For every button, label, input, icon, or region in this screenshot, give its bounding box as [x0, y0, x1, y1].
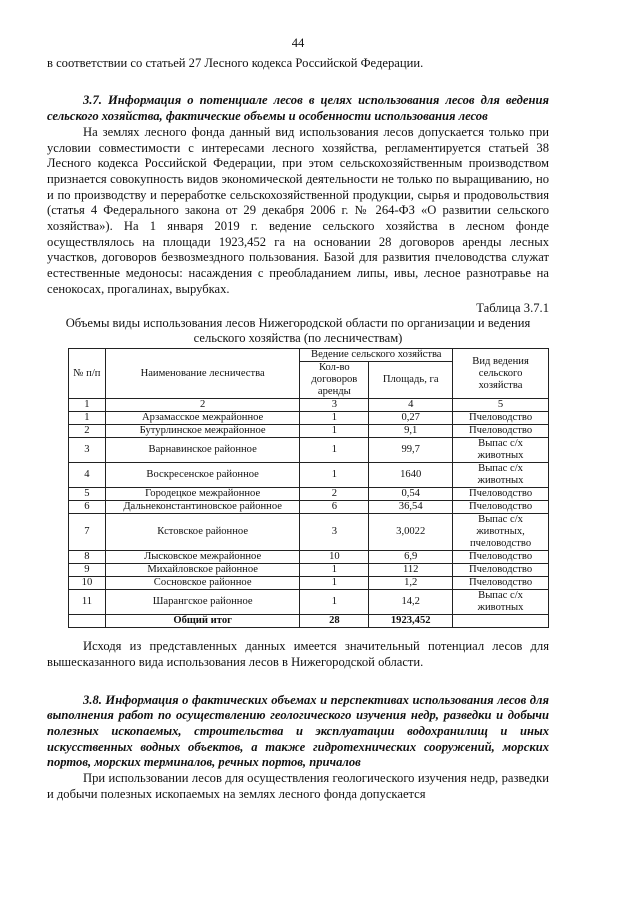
row-area: 14,2 — [369, 590, 453, 615]
row-name: Воскресенское районное — [105, 463, 300, 488]
row-num: 2 — [69, 425, 106, 438]
row-num: 6 — [69, 501, 106, 514]
table-label: Таблица 3.7.1 — [476, 300, 549, 315]
row-area: 3,0022 — [369, 514, 453, 551]
row-count: 1 — [300, 590, 369, 615]
row-name: Арзамасское межрайонное — [105, 412, 300, 425]
row-area: 1640 — [369, 463, 453, 488]
row-type: Выпас с/х животных — [453, 463, 549, 488]
header-group: Ведение сельского хозяйства — [300, 349, 453, 362]
row-num: 1 — [69, 412, 106, 425]
row-type: Пчеловодство — [453, 425, 549, 438]
table-caption: Объемы виды использования лесов Нижегородской области по организации и ведения сельского хозяйства (по лесничествам) — [65, 316, 531, 346]
total-count: 28 — [300, 615, 369, 628]
header-num: № п/п — [69, 349, 106, 399]
row-count: 1 — [300, 463, 369, 488]
row-area: 1,2 — [369, 577, 453, 590]
header-area: Площадь, га — [369, 362, 453, 399]
row-type: Пчеловодство — [453, 501, 549, 514]
section-3-7-heading: 3.7. Информация о потенциале лесов в целях использования лесов для ведения сельского хозяйства, фактические объемы и особенности использования лесов — [47, 93, 549, 124]
section-3-8-heading: 3.8. Информация о фактических объемах и перспективах использования лесов для выполнения работ по осуществлению геологического изучения недр, разведки и добычи полезных ископаемых, строительства и эксплуатации водохранилищ и иных искусственных водных объектов, а также гидротехнических сооружений, морских портов, морских терминалов, речных портов, причалов — [47, 692, 549, 770]
row-area: 6,9 — [369, 551, 453, 564]
row-name: Варнавинское районное — [105, 438, 300, 463]
row-area: 9,1 — [369, 425, 453, 438]
col-number: 2 — [105, 399, 300, 412]
table-row — [69, 590, 549, 615]
section-3-7-paragraph: На землях лесного фонда данный вид использования лесов допускается только при условии совместимости с интересами лесного хозяйства, регламентируется статьей 38 Лесного кодекса Российской Федерации, при этом сельскохозяйственным производством признается совокупность видов экономической деятельности не только по выращиванию, но и по производству и переработке сельскохозяйственной продукции, сырья и продовольствия (статья 4 Федерального закона от 29 декабря 2006 г. № 264-ФЗ «О развитии сельского хозяйства»). На 1 января 2019 г. ведение сельского хозяйства в лесном фонде осуществлялось на площади 1923,452 га на основании 28 договоров аренды лесных участков, договоров безвозмездного пользования. Базой для развития пчеловодства служат естественные медоносы: насаждения с преобладанием липы, ивы, лесное разнотравье на сенокосах, прогалинах, вырубках. — [47, 124, 549, 296]
row-num: 10 — [69, 577, 106, 590]
row-count: 2 — [300, 488, 369, 501]
col-number: 4 — [369, 399, 453, 412]
after-table-paragraph: Исходя из представленных данных имеется значительный потенциал лесов для вышесказанного вида использования лесов в Нижегородской области. — [47, 639, 549, 669]
table-row — [69, 564, 549, 577]
row-count: 1 — [300, 438, 369, 463]
total-row — [69, 615, 549, 628]
table-row — [69, 425, 549, 438]
row-area: 0,27 — [369, 412, 453, 425]
row-type: Выпас с/х животных — [453, 438, 549, 463]
row-count: 1 — [300, 425, 369, 438]
total-num — [69, 615, 106, 628]
row-area: 0,54 — [369, 488, 453, 501]
intro-line: в соответствии со статьей 27 Лесного кодекса Российской Федерации. — [47, 55, 424, 70]
row-num: 7 — [69, 514, 106, 551]
header-count: Кол-во договоров аренды — [300, 362, 369, 399]
row-count: 3 — [300, 514, 369, 551]
table-row — [69, 488, 549, 501]
row-area: 112 — [369, 564, 453, 577]
row-num: 8 — [69, 551, 106, 564]
row-count: 10 — [300, 551, 369, 564]
total-type — [453, 615, 549, 628]
row-name: Дальнеконстантиновское районное — [105, 501, 300, 514]
row-count: 6 — [300, 501, 369, 514]
total-area: 1923,452 — [369, 615, 453, 628]
total-label: Общий итог — [105, 615, 300, 628]
table-row — [69, 501, 549, 514]
row-type: Выпас с/х животных, пчеловодство — [453, 514, 549, 551]
table-row — [69, 463, 549, 488]
row-name: Бутурлинское межрайонное — [105, 425, 300, 438]
col-number: 5 — [453, 399, 549, 412]
col-number: 1 — [69, 399, 106, 412]
row-num: 4 — [69, 463, 106, 488]
row-type: Пчеловодство — [453, 488, 549, 501]
row-name: Лысковское межрайонное — [105, 551, 300, 564]
forestry-table — [68, 348, 549, 628]
page-number: 44 — [291, 36, 305, 50]
row-area: 36,54 — [369, 501, 453, 514]
header-name: Наименование лесничества — [105, 349, 300, 399]
table-row — [69, 577, 549, 590]
row-name: Кстовское районное — [105, 514, 300, 551]
row-num: 3 — [69, 438, 106, 463]
table-row — [69, 438, 549, 463]
row-num: 5 — [69, 488, 106, 501]
row-count: 1 — [300, 412, 369, 425]
row-type: Пчеловодство — [453, 412, 549, 425]
row-area: 99,7 — [369, 438, 453, 463]
row-name: Городецкое межрайонное — [105, 488, 300, 501]
row-count: 1 — [300, 577, 369, 590]
row-type: Пчеловодство — [453, 577, 549, 590]
table-row — [69, 514, 549, 551]
col-number: 3 — [300, 399, 369, 412]
section-3-8-paragraph: При использовании лесов для осуществления геологического изучения недр, разведки и добычи полезных ископаемых на землях лесного фонда допускается — [47, 771, 549, 801]
row-name: Шарангское районное — [105, 590, 300, 615]
table-row — [69, 412, 549, 425]
row-num: 9 — [69, 564, 106, 577]
row-type: Пчеловодство — [453, 564, 549, 577]
table-row — [69, 551, 549, 564]
row-num: 11 — [69, 590, 106, 615]
header-type: Вид ведения сельского хозяйства — [453, 349, 549, 399]
row-count: 1 — [300, 564, 369, 577]
row-name: Сосновское районное — [105, 577, 300, 590]
row-name: Михайловское районное — [105, 564, 300, 577]
row-type: Выпас с/х животных — [453, 590, 549, 615]
document-page — [47, 36, 549, 803]
row-type: Пчеловодство — [453, 551, 549, 564]
